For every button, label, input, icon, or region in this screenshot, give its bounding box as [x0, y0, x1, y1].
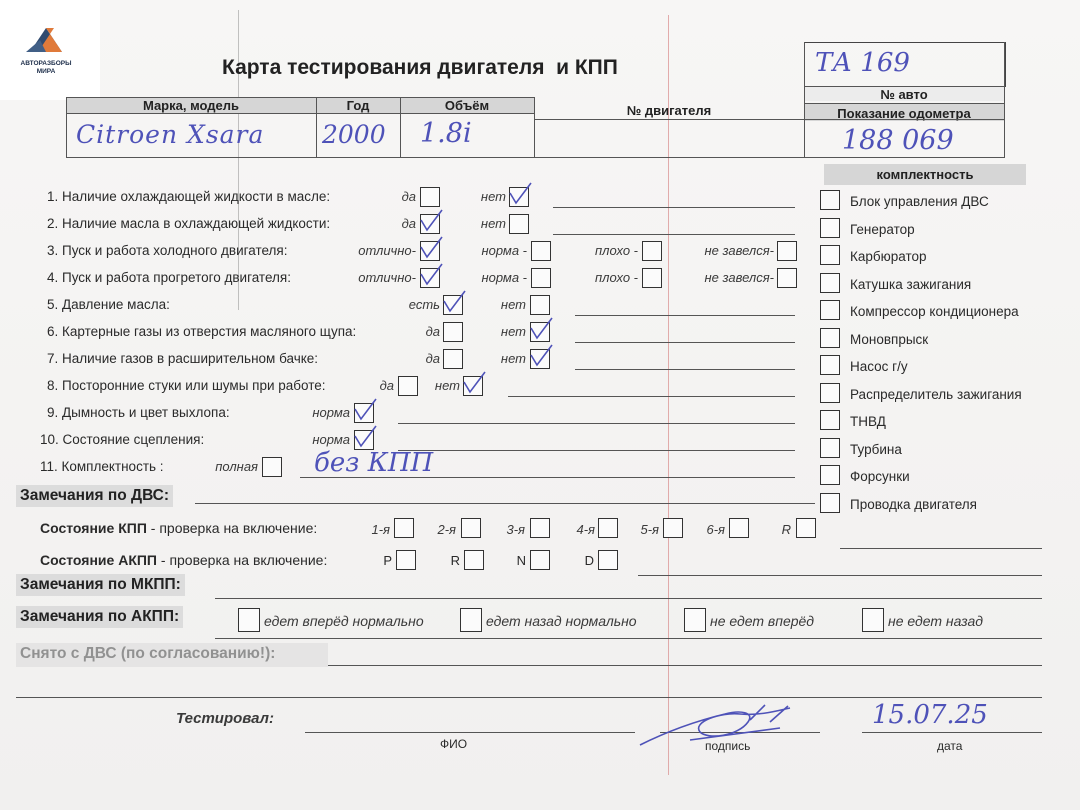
question-option-checkbox[interactable] — [642, 268, 662, 288]
kpp-gear-label: 6-я — [706, 522, 725, 537]
question-option-label: не завелся- — [704, 243, 774, 258]
question-option-checkbox[interactable] — [262, 457, 282, 477]
header-year: Год — [346, 98, 370, 113]
completeness-item-label: Проводка двигателя — [850, 496, 977, 512]
completeness-item-label: Генератор — [850, 221, 915, 237]
question-option-checkbox[interactable] — [531, 241, 551, 261]
signature-caption: подпись — [705, 739, 751, 753]
question-option-label: нет — [434, 378, 460, 393]
logo-line2: МИРА — [36, 68, 56, 75]
removed-heading-bg — [16, 643, 328, 667]
question-notes-line — [575, 342, 795, 343]
fio-caption: ФИО — [440, 737, 468, 751]
question-option-label: отлично- — [358, 243, 416, 258]
question-label: 1. Наличие охлаждающей жидкости в масле: — [47, 189, 331, 204]
removed-line — [328, 665, 1042, 666]
question-notes-line — [508, 396, 795, 397]
akpp-remarks-heading: Замечания по АКПП: — [16, 606, 183, 628]
completeness-checkbox[interactable] — [820, 245, 840, 265]
completeness-note: без КПП — [314, 448, 434, 478]
kpp-gear-checkbox[interactable] — [598, 518, 618, 538]
question-option-label: да — [425, 351, 440, 366]
completeness-item-label: Турбина — [850, 441, 902, 457]
question-option-label: нет — [480, 216, 506, 231]
checkmark-icon — [352, 399, 378, 425]
question-notes-line — [398, 423, 795, 424]
header-odometer: Показание одометра — [837, 106, 971, 121]
logo-line1: АВТОРАЗБОРЫ — [20, 60, 72, 67]
completeness-title: комплектность — [876, 167, 974, 182]
question-option-checkbox[interactable] — [530, 295, 550, 315]
question-label: 9. Дымность и цвет выхлопа: — [47, 405, 230, 420]
table-line — [804, 42, 805, 158]
question-label: 4. Пуск и работа прогретого двигателя: — [47, 270, 291, 285]
question-option-label: нет — [500, 297, 526, 312]
question-option-checkbox[interactable] — [443, 322, 463, 342]
akpp-mode-label: D — [584, 553, 594, 568]
tested-label: Тестировал: — [176, 710, 274, 727]
akpp-mode-label: R — [450, 553, 460, 568]
akpp-option-label: не едет назад — [888, 613, 983, 629]
akpp-line — [638, 575, 1042, 576]
akpp-option-label: едет вперёд нормально — [264, 613, 424, 629]
question-notes-line — [553, 234, 795, 235]
date-caption: дата — [937, 739, 963, 753]
question-label: 8. Посторонние стуки или шумы при работе: — [47, 378, 326, 393]
checkmark-icon — [441, 291, 467, 317]
year-value: 2000 — [322, 120, 386, 149]
mkpp-remarks-heading: Замечания по МКПП: — [16, 574, 185, 596]
completeness-item-label: Насос г/у — [850, 359, 908, 374]
question-option-label: не завелся- — [704, 270, 774, 285]
table-line — [66, 97, 67, 157]
completeness-checkbox[interactable] — [820, 493, 840, 513]
question-option-checkbox[interactable] — [420, 187, 440, 207]
checkmark-icon — [418, 264, 444, 290]
question-option-label: да — [379, 378, 394, 393]
question-option-checkbox[interactable] — [777, 268, 797, 288]
fold-line-left — [238, 10, 239, 310]
table-line — [66, 113, 534, 114]
table-line — [400, 97, 401, 157]
question-option-checkbox[interactable] — [443, 349, 463, 369]
question-option-checkbox[interactable] — [509, 214, 529, 234]
kpp-gear-label: 1-я — [371, 522, 390, 537]
kpp-gear-checkbox[interactable] — [796, 518, 816, 538]
checkmark-icon — [528, 345, 554, 371]
mkpp-remarks-line — [215, 598, 1042, 599]
akpp-label-bold: Состояние АКПП — [40, 552, 157, 568]
header-engine-no: № двигателя — [626, 103, 712, 118]
akpp-mode-checkbox[interactable] — [530, 550, 550, 570]
date-line — [862, 732, 1042, 733]
kpp-gear-checkbox[interactable] — [461, 518, 481, 538]
fold-line-center — [668, 15, 669, 775]
akpp-option-label: едет назад нормально — [486, 613, 637, 629]
signature-scribble — [630, 700, 810, 760]
akpp-remarks-line — [215, 638, 1042, 639]
ref-number-handwritten: ТА 169 — [815, 48, 910, 78]
table-line — [66, 157, 804, 158]
completeness-checkbox[interactable] — [820, 190, 840, 210]
question-option-label: отлично- — [358, 270, 416, 285]
question-label: 2. Наличие масла в охлаждающей жидкости: — [47, 216, 331, 231]
table-line — [66, 97, 534, 98]
question-option-label: есть — [408, 297, 440, 312]
kpp-gear-label: 2-я — [437, 522, 456, 537]
header-make: Марка, модель — [142, 98, 240, 113]
table-line — [804, 86, 1004, 87]
question-option-label: да — [401, 189, 416, 204]
akpp-option-checkbox[interactable] — [862, 608, 884, 632]
date-value: 15.07.25 — [872, 700, 988, 730]
akpp-mode-label: P — [383, 553, 392, 568]
checkmark-icon — [461, 372, 487, 398]
completeness-checkbox[interactable] — [820, 438, 840, 458]
logo-mountain-icon — [0, 0, 100, 100]
question-option-label: норма — [312, 405, 350, 420]
completeness-item-label: Компрессор кондиционера — [850, 304, 1019, 319]
header-volume: Объём — [444, 98, 490, 113]
question-option-label: да — [401, 216, 416, 231]
completeness-item-label: Карбюратор — [850, 249, 927, 264]
odometer-value: 188 069 — [842, 125, 954, 156]
question-option-label: плохо - — [595, 270, 638, 285]
question-option-label: норма — [312, 432, 350, 447]
completeness-checkbox[interactable] — [820, 410, 840, 430]
question-option-label: норма - — [481, 243, 527, 258]
fio-line — [305, 732, 635, 733]
question-label: 6. Картерные газы из отверстия масляного щупа: — [47, 324, 357, 339]
completeness-item-label: Распределитель зажигания — [850, 386, 1022, 402]
question-label: 10. Состояние сцепления: — [40, 432, 205, 447]
kpp-gear-label: 3-я — [506, 522, 525, 537]
completeness-checkbox[interactable] — [820, 273, 840, 293]
engine-remarks-heading: Замечания по ДВС: — [16, 485, 173, 507]
question-option-checkbox[interactable] — [777, 241, 797, 261]
question-notes-line — [575, 369, 795, 370]
checkmark-icon — [418, 237, 444, 263]
akpp-label — [40, 552, 327, 568]
akpp-option-checkbox[interactable] — [460, 608, 482, 632]
page-title: Карта тестирования двигателя и КПП — [222, 56, 618, 79]
kpp-gear-checkbox[interactable] — [729, 518, 749, 538]
completeness-item-label: Блок управления ДВС — [850, 194, 989, 209]
akpp-option-checkbox[interactable] — [238, 608, 260, 632]
completeness-checkbox[interactable] — [820, 328, 840, 348]
checkmark-icon — [528, 318, 554, 344]
kpp-gear-label: R — [781, 522, 791, 537]
kpp-gear-checkbox[interactable] — [530, 518, 550, 538]
table-line — [804, 157, 1004, 158]
kpp-label-rest: - проверка на включение: — [146, 520, 318, 536]
question-notes-line — [575, 315, 795, 316]
table-line — [804, 103, 1004, 104]
question-option-label: да — [425, 324, 440, 339]
table-line — [1004, 42, 1005, 158]
akpp-mode-label: N — [516, 553, 526, 568]
completeness-checkbox[interactable] — [820, 218, 840, 238]
kpp-label — [40, 520, 317, 536]
question-option-checkbox[interactable] — [642, 241, 662, 261]
checkmark-icon — [507, 183, 533, 209]
completeness-checkbox[interactable] — [820, 355, 840, 375]
question-option-checkbox[interactable] — [398, 376, 418, 396]
kpp-gear-checkbox[interactable] — [663, 518, 683, 538]
akpp-option-checkbox[interactable] — [684, 608, 706, 632]
akpp-mode-checkbox[interactable] — [464, 550, 484, 570]
completeness-item-label: Моновпрыск — [850, 331, 929, 347]
completeness-checkbox[interactable] — [820, 300, 840, 320]
question-label: 3. Пуск и работа холодного двигателя: — [47, 243, 288, 258]
question-option-label: нет — [500, 324, 526, 339]
kpp-gear-label: 4-я — [576, 522, 595, 537]
question-option-label: нет — [500, 351, 526, 366]
logo — [0, 0, 100, 100]
question-option-label: полная — [215, 459, 258, 474]
akpp-mode-checkbox[interactable] — [598, 550, 618, 570]
engine-remarks-line — [195, 503, 815, 504]
completeness-checkbox[interactable] — [820, 465, 840, 485]
question-label: 5. Давление масла: — [47, 297, 170, 312]
table-line — [316, 97, 317, 157]
completeness-checkbox[interactable] — [820, 383, 840, 403]
completeness-item-label: Катушка зажигания — [850, 276, 972, 292]
question-option-label: нет — [480, 189, 506, 204]
question-label: 11. Комплектность : — [40, 459, 164, 474]
question-option-label: плохо - — [595, 243, 638, 258]
removed-line-2 — [16, 697, 1042, 698]
question-notes-line — [553, 207, 795, 208]
table-line — [534, 97, 535, 157]
akpp-mode-checkbox[interactable] — [396, 550, 416, 570]
kpp-gear-checkbox[interactable] — [394, 518, 414, 538]
kpp-label-bold: Состояние КПП — [40, 520, 147, 536]
make-value: Citroen Xsara — [76, 120, 265, 149]
kpp-gear-label: 5-я — [640, 522, 659, 537]
completeness-item-label: ТНВД — [850, 414, 886, 429]
header-car-no: № авто — [880, 87, 928, 102]
question-option-checkbox[interactable] — [531, 268, 551, 288]
akpp-label-rest: - проверка на включение: — [157, 552, 328, 568]
completeness-item-label: Форсунки — [850, 469, 910, 484]
volume-value: 1.8i — [420, 118, 472, 149]
question-option-label: норма - — [481, 270, 527, 285]
akpp-option-label: не едет вперёд — [710, 613, 815, 629]
kpp-line — [840, 548, 1042, 549]
table-line — [534, 119, 1004, 120]
question-notes-line — [398, 450, 795, 451]
checkmark-icon — [418, 210, 444, 236]
question-label: 7. Наличие газов в расширительном бачке: — [47, 351, 319, 366]
